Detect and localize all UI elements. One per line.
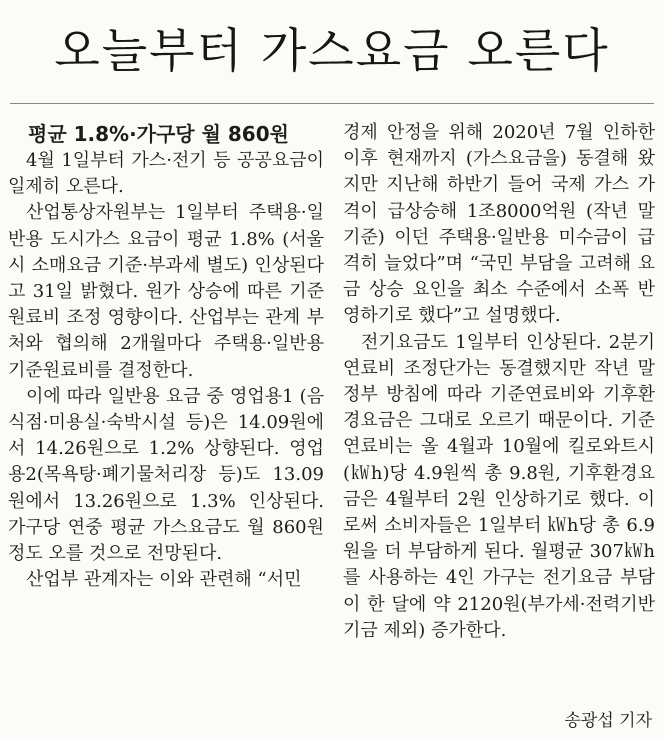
left-column [8,120,324,593]
paragraph: 이에 따라 일반용 요금 중 영업용1 (음식점·미용실·숙박시설 등)은 14.09원에서 14.26원으로 1.2% 상향된다. 영업용2(목욕탕·폐기물처리장 등)도 13.09원에서 13.26원으로 1.3% 인상된다. 가구당 연중 평균 가스요금도 월 860원 정도 오를 것으로 전망된다. [8,385,324,565]
paragraph: 4월 1일부터 가스·전기 등 공공요금이 일제히 오른다. [8,150,324,198]
byline: 송광섭 기자 [564,711,652,731]
paragraph: 경제 안정을 위해 2020년 7월 인하한 이후 현재까지 (가스요금을) 동결해 왔지만 지난해 하반기 들어 국제 가스 가격이 급상승해 1조8000억원 (작년 말 기준) 이던 주택용·일반용 미수금이 급격히 늘었다”며 “국민 부담을 고려해 요금 상승 요인을 최소 수준에서 소폭 반영하기로 했다”고 설명했다. [343,122,655,327]
headline-rule [10,103,654,104]
paragraph: 산업통상자원부는 1일부터 주택용·일반용 도시가스 요금이 평균 1.8% (서울시 소매요금 기준·부과세 별도) 인상된다고 31일 밝혔다. 원가 상승에 따른 기준원료비 조정 영향이다. 산업부는 관계 부처와 협의해 2개월마다 주택용·일반용 기준원료비를 결정한다. [8,202,324,381]
subhead: 평균 1.8%·가구당 월 860원 [28,122,289,146]
paragraph: 전기요금도 1일부터 인상된다. 2분기 연료비 조정단가는 동결했지만 작년 말 정부 방침에 따라 기준연료비와 기후환경요금은 그대로 오르기 때문이다. 기준연료비는 올 4월과 10월에 킬로와트시(㎾h)당 4.9원씩 총 9.8원, 기후환경요금은 4월부터 2원 인상하기로 했다. 이로써 소비자들은 1일부터 ㎾h당 총 6.9원을 더 부담하게 된다. 월평균 307㎾h를 사용하는 4인 가구는 전기요금 부담이 한 달에 약 2120원(부가세·전력기반기금 제외) 증가한다. [343,331,655,641]
paragraph: 산업부 관계자는 이와 관련해 “서민 [26,569,302,591]
headline: 오늘부터 가스요금 오른다 [54,24,610,79]
right-column [343,120,655,644]
